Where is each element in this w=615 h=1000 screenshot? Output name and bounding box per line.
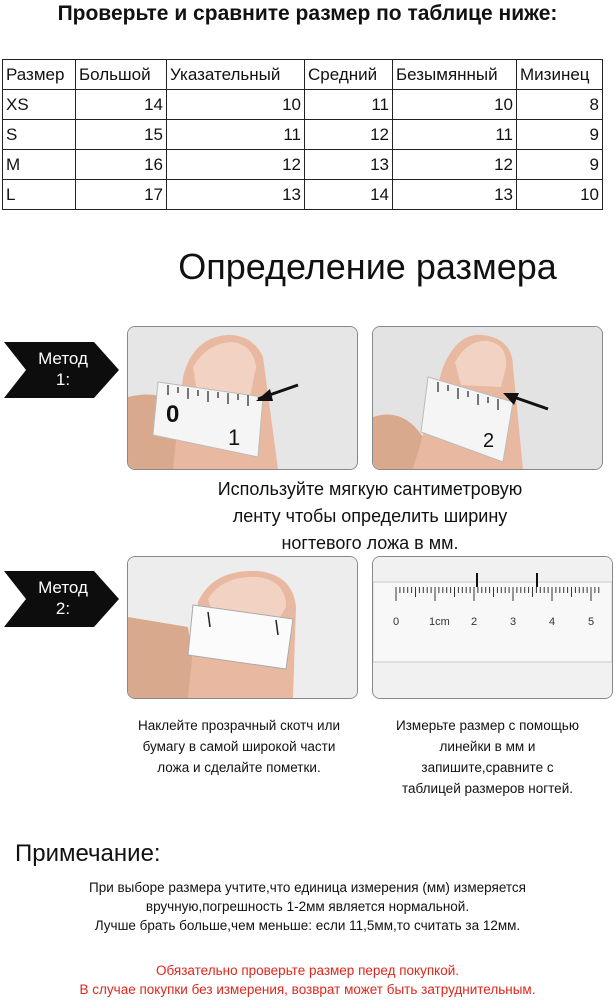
method1-photo-right [372, 326, 603, 470]
table-cell: S [3, 120, 76, 150]
method2-left-desc-line: ложа и сделайте пометки. [157, 760, 321, 775]
method2-photo-left [127, 556, 358, 699]
method2-left-desc-line: бумагу в самой широкой части [142, 739, 336, 754]
table-cell: 10 [517, 180, 603, 210]
table-cell: XS [3, 90, 76, 120]
table-cell: 12 [167, 150, 305, 180]
table-cell: 17 [76, 180, 167, 210]
table-cell: 12 [393, 150, 517, 180]
page-header-title: Проверьте и сравните размер по таблице ниже: [57, 2, 558, 25]
table-cell: 14 [76, 90, 167, 120]
ruler-photo-icon [373, 557, 612, 698]
method2-left-desc-line: Наклейте прозрачный скотч или [137, 718, 341, 733]
warning-line: Обязательно проверьте размер перед покупкой. [155, 963, 460, 978]
col-header-middle: Средний [305, 60, 393, 90]
method2-left-description [108, 715, 370, 778]
table-row [3, 120, 603, 150]
method2-right-desc-line: таблицей размеров ногтей. [402, 781, 573, 796]
col-header-index: Указательный [167, 60, 305, 90]
table-cell: 10 [393, 90, 517, 120]
col-header-pinky: Мизинец [517, 60, 603, 90]
table-cell: 8 [517, 90, 603, 120]
table-row [3, 150, 603, 180]
method1-description [160, 476, 580, 557]
table-cell: 16 [76, 150, 167, 180]
method1-badge [4, 342, 119, 398]
method2-right-desc-line: Измерьте размер с помощью [396, 718, 579, 733]
table-cell: 13 [305, 150, 393, 180]
method1-label-line1: Метод [38, 349, 88, 368]
method2-photo-ruler [372, 556, 613, 699]
finger-tape-photo-icon [128, 327, 357, 469]
table-cell: 9 [517, 120, 603, 150]
method1-desc-line: ногтевого ложа в мм. [281, 533, 459, 553]
table-cell: L [3, 180, 76, 210]
method1-photo-left [127, 326, 358, 470]
table-row [3, 90, 603, 120]
table-cell: 13 [393, 180, 517, 210]
table-cell: 15 [76, 120, 167, 150]
method2-label-line2: 2: [55, 599, 71, 618]
note-line: При выборе размера учтите,что единица измерения (мм) измеряется [89, 880, 526, 895]
ruler-label: 1cm [429, 616, 450, 628]
size-table [2, 59, 603, 210]
ruler-label: 0 [393, 616, 400, 628]
col-header-ring: Безымянный [393, 60, 517, 90]
table-cell: 13 [167, 180, 305, 210]
table-row [3, 180, 603, 210]
col-header-size: Размер [3, 60, 76, 90]
note-line: вручную,погрешность 1-2мм является нормальной. [145, 899, 470, 914]
table-cell: M [3, 150, 76, 180]
method2-label [18, 577, 108, 619]
method1-desc-line: Используйте мягкую сантиметровую [217, 479, 523, 499]
method1-label [18, 348, 108, 390]
ruler-label: 4 [549, 616, 556, 628]
method2-right-desc-line: запишите,сравните с [421, 760, 554, 775]
table-cell: 9 [517, 150, 603, 180]
tape-mark-one: 1 [228, 425, 241, 450]
ruler-label: 5 [588, 616, 595, 628]
finger-tape-side-photo-icon [373, 327, 602, 469]
ruler-label: 2 [471, 616, 478, 628]
table-header-row [3, 60, 603, 90]
section-title: Определение размера [178, 246, 557, 287]
warning-line: В случае покупки без измерения, возврат может быть затруднительным. [79, 982, 536, 997]
method1-desc-line: ленту чтобы определить ширину [232, 506, 508, 526]
col-header-thumb: Большой [76, 60, 167, 90]
method2-label-line1: Метод [38, 578, 88, 597]
table-cell: 11 [305, 90, 393, 120]
tape-mark-zero: 0 [166, 401, 180, 428]
note-line: Лучше брать больше,чем меньше: если 11,5мм,то считать за 12мм. [94, 918, 521, 933]
method2-right-desc-line: линейки в мм и [439, 739, 536, 754]
method1-label-line2: 1: [55, 370, 71, 389]
note-title: Примечание: [15, 840, 161, 867]
table-cell: 12 [305, 120, 393, 150]
table-cell: 11 [167, 120, 305, 150]
finger-paper-strip-photo-icon [128, 557, 357, 698]
method2-badge [4, 571, 119, 627]
tape-mark-two: 2 [483, 430, 495, 452]
table-cell: 10 [167, 90, 305, 120]
ruler-label: 3 [510, 616, 517, 628]
table-cell: 11 [393, 120, 517, 150]
table-cell: 14 [305, 180, 393, 210]
method2-right-description [360, 715, 615, 799]
